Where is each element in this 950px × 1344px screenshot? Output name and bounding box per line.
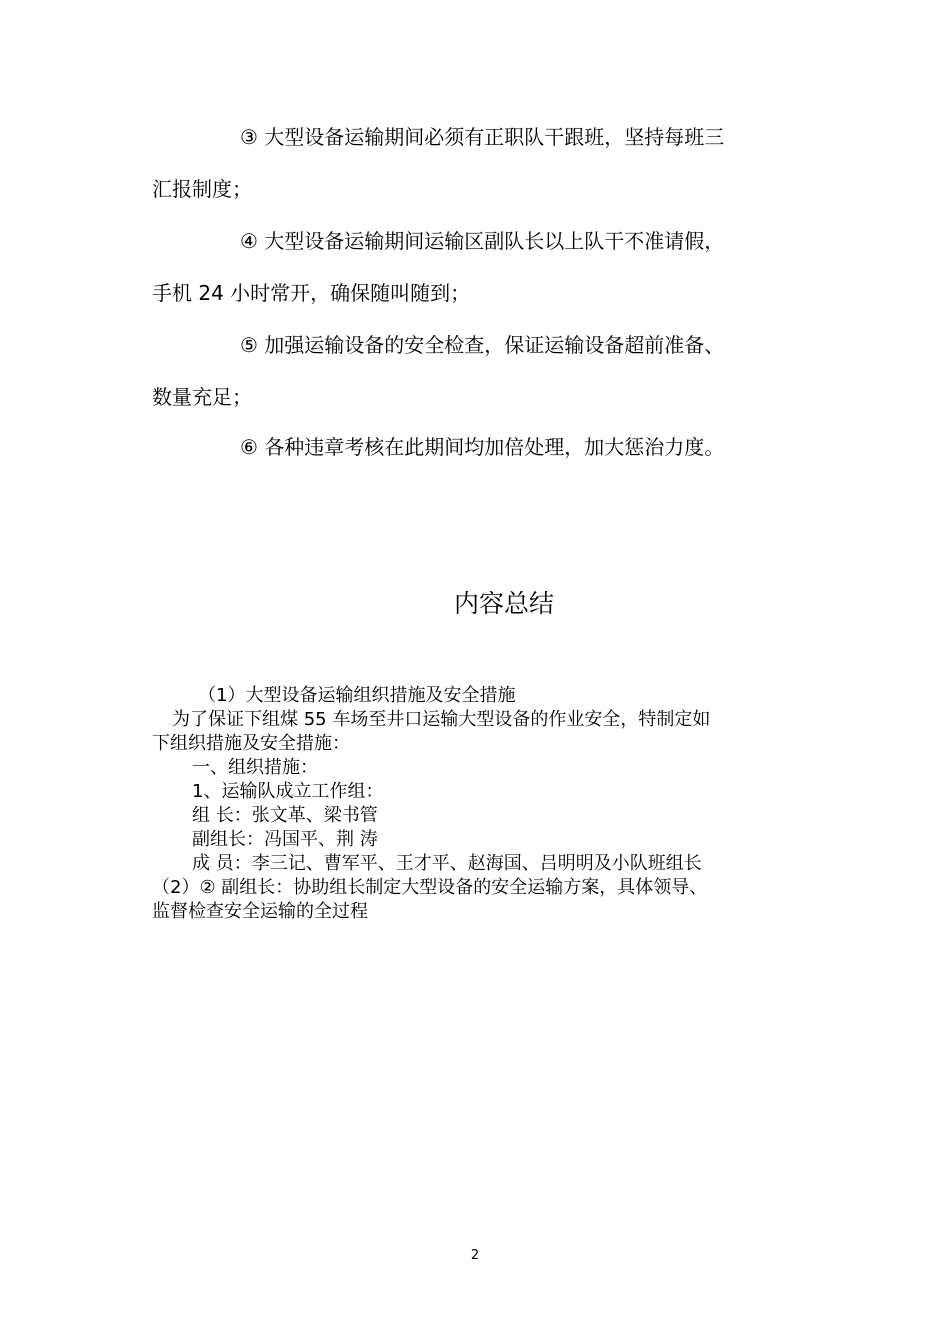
summary-line-2: 为了保证下组煤 55 车场至井口运输大型设备的作业安全，特制定如 bbox=[172, 709, 711, 730]
summary-line-9: （2）② 副组长：协助组长制定大型设备的安全运输方案，具体领导、 bbox=[152, 877, 708, 898]
summary-line-10: 监督检查安全运输的全过程 bbox=[152, 901, 368, 922]
measure-6-line-1: ⑥ 各种违章考核在此期间均加倍处理，加大惩治力度。 bbox=[240, 435, 725, 459]
summary-line-7: 副组长：冯国平、荆 涛 bbox=[192, 829, 378, 850]
summary-title: 内容总结 bbox=[453, 589, 554, 618]
measure-4-line-1: ④ 大型设备运输期间运输区副队长以上队干不准请假， bbox=[240, 229, 725, 253]
summary-content bbox=[152, 684, 792, 924]
measure-3-line-1: ③ 大型设备运输期间必须有正职队干跟班，坚持每班三 bbox=[240, 125, 725, 149]
summary-line-3: 下组织措施及安全措施： bbox=[152, 733, 350, 754]
measure-4-line-2: 手机 24 小时常开，确保随叫随到； bbox=[152, 281, 471, 305]
page-number: 2 bbox=[470, 1248, 480, 1263]
summary-line-8: 成 员：李三记、曹军平、王才平、赵海国、吕明明及小队班组长 bbox=[192, 853, 702, 874]
summary-line-6: 组 长：张文革、梁书管 bbox=[192, 805, 378, 826]
summary-line-5: 1、运输队成立工作组： bbox=[192, 781, 384, 802]
summary-line-4: 一、组织措施： bbox=[192, 757, 318, 778]
measure-5-line-2: 数量充足； bbox=[152, 385, 252, 409]
measure-3-line-2: 汇报制度； bbox=[152, 177, 252, 201]
summary-line-1: （1）大型设备运输组织措施及安全措施 bbox=[198, 685, 516, 706]
measure-5-line-1: ⑤ 加强运输设备的安全检查，保证运输设备超前准备、 bbox=[240, 333, 725, 357]
